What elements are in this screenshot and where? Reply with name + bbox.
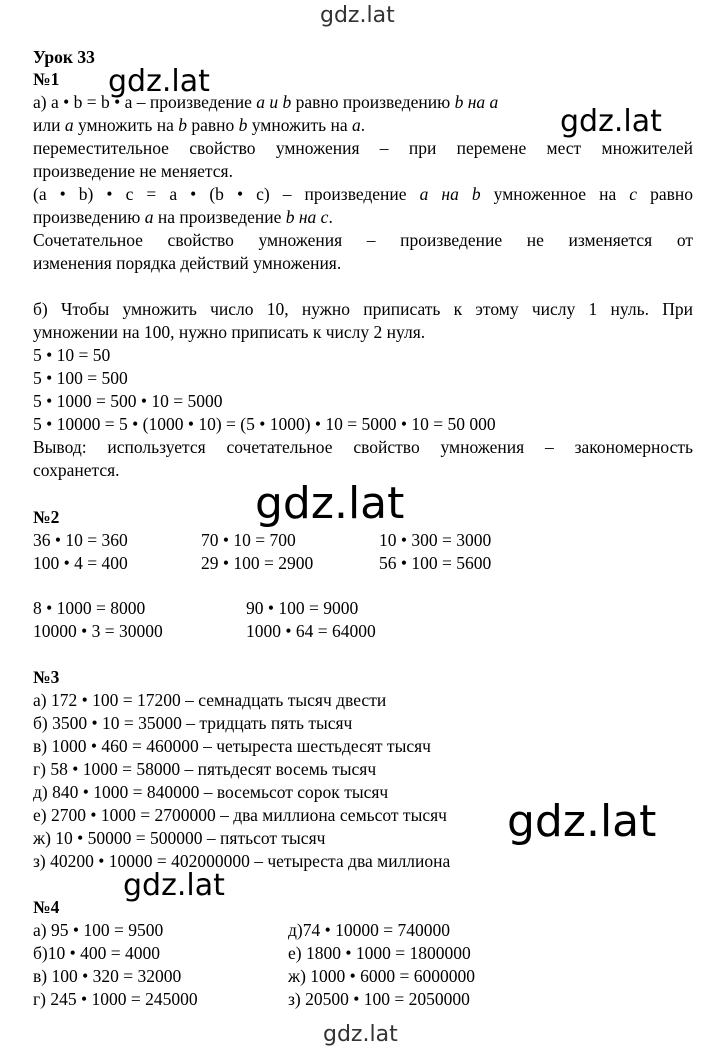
task-2-equation: 36 • 10 = 360 [33, 530, 128, 550]
text-run: b на c [285, 207, 329, 227]
text-run: (a • b) • c = a • (b • c) – произведение [33, 184, 420, 204]
text-run: c [629, 184, 638, 204]
task-1-equation: 5 • 10 = 50 [33, 345, 111, 365]
watermark-bottom: gdz.lat [323, 1022, 398, 1047]
task-4-equation: з) 20500 • 100 = 2050000 [288, 989, 470, 1009]
task-1-a-line-1 [33, 91, 693, 113]
task-1-a-line-6 [33, 206, 693, 228]
task-3-heading: №3 [33, 667, 60, 687]
task-1-conclusion-line-1: Вывод: используется сочетательное свойство умножения – закономерность [33, 437, 693, 457]
task-2-equation: 8 • 1000 = 8000 [33, 598, 146, 618]
task-4-equation: б)10 • 400 = 4000 [33, 943, 160, 963]
lesson-title: Урок 33 [33, 47, 95, 67]
text-run: равно [186, 115, 239, 135]
text-run: равно произведению [291, 92, 455, 112]
task-4-heading: №4 [33, 897, 60, 917]
task-4-equation: е) 1800 • 1000 = 1800000 [288, 943, 471, 963]
task-1-a-line-2 [33, 114, 693, 136]
task-2-equation: 1000 • 64 = 64000 [246, 621, 376, 641]
task-4-equation: ж) 1000 • 6000 = 6000000 [288, 966, 476, 986]
task-3-item: г) 58 • 1000 = 58000 – пятьдесят восемь тысяч [33, 759, 377, 779]
task-2-equation: 29 • 100 = 2900 [201, 553, 314, 573]
task-3-item: е) 2700 • 1000 = 2700000 – два миллиона семьсот тысяч [33, 805, 447, 825]
task-1-equation: 5 • 1000 = 500 • 10 = 5000 [33, 391, 223, 411]
text-run: равно [637, 184, 694, 204]
text-run: умножить на [247, 115, 352, 135]
task-1-a-line-3: переместительное свойство умножения – при перемене мест множителей [33, 138, 693, 158]
task-1-a-line-4: произведение не меняется. [33, 161, 233, 181]
text-run: или [33, 115, 65, 135]
task-3-item: б) 3500 • 10 = 35000 – тридцать пять тысяч [33, 713, 353, 733]
text-run: a и b [256, 92, 292, 112]
task-3-item: а) 172 • 100 = 17200 – семнадцать тысяч двести [33, 690, 387, 710]
text-run: a [352, 115, 361, 135]
watermark: gdz.lat [108, 64, 210, 99]
text-run: умноженное на [480, 184, 630, 204]
task-3-item: ж) 10 • 50000 = 500000 – пятьсот тысяч [33, 828, 326, 848]
task-3-item: в) 1000 • 460 = 460000 – четыреста шестьдесят тысяч [33, 736, 431, 756]
task-2-equation: 56 • 100 = 5600 [379, 553, 492, 573]
task-1-a-line-7: Сочетательное свойство умножения – произведение не изменяется от [33, 230, 693, 250]
task-2-heading: №2 [33, 507, 60, 527]
text-run: b [238, 115, 248, 135]
watermark: gdz.lat [560, 104, 662, 139]
task-4-equation: а) 95 • 100 = 9500 [33, 920, 164, 940]
task-1-equation: 5 • 100 = 500 [33, 368, 128, 388]
text-run: . [328, 207, 333, 227]
text-run: a на b [419, 184, 481, 204]
task-1-a-line-8: изменения порядка действий умножения. [33, 253, 342, 273]
text-run: . [360, 115, 366, 135]
text-run: а) a • b = b • a – произведение [33, 92, 257, 112]
text-run: b на a [454, 92, 499, 112]
text-run: произведению [33, 207, 145, 227]
task-2-equation: 10000 • 3 = 30000 [33, 621, 163, 641]
task-2-equation: 10 • 300 = 3000 [379, 530, 492, 550]
watermark: gdz.lat [255, 478, 405, 529]
task-2-equation: 70 • 10 = 700 [201, 530, 296, 550]
task-1-b-line-2: умножении на 100, нужно приписать к числу 2 нуля. [33, 322, 426, 342]
task-1-a-line-5 [33, 183, 693, 205]
watermark: gdz.lat [507, 796, 657, 847]
task-4-equation: г) 245 • 1000 = 245000 [33, 989, 198, 1009]
task-2-equation: 100 • 4 = 400 [33, 553, 128, 573]
watermark: gdz.lat [123, 868, 225, 903]
task-3-item: з) 40200 • 10000 = 402000000 – четыреста два миллиона [33, 851, 451, 871]
task-4-equation: в) 100 • 320 = 32000 [33, 966, 182, 986]
text-run: b [178, 115, 187, 135]
task-3-item: д) 840 • 1000 = 840000 – восемьсот сорок тысяч [33, 782, 389, 802]
task-1-equation: 5 • 10000 = 5 • (1000 • 10) = (5 • 1000) • 10 = 5000 • 10 = 50 000 [33, 414, 496, 434]
text-run: умножить на [73, 115, 179, 135]
task-2-equation: 90 • 100 = 9000 [246, 598, 359, 618]
text-run: a [144, 207, 154, 227]
task-4-equation: д)74 • 10000 = 740000 [288, 920, 450, 940]
text-run: a [64, 115, 74, 135]
task-1-conclusion-line-2: сохранется. [33, 460, 120, 480]
watermark-top: gdz.lat [320, 3, 395, 28]
task-1-b-line-1: б) Чтобы умножить число 10, нужно приписать к этому числу 1 нуль. При [33, 299, 693, 319]
task-1-heading: №1 [33, 69, 60, 89]
text-run: на произведение [153, 207, 286, 227]
